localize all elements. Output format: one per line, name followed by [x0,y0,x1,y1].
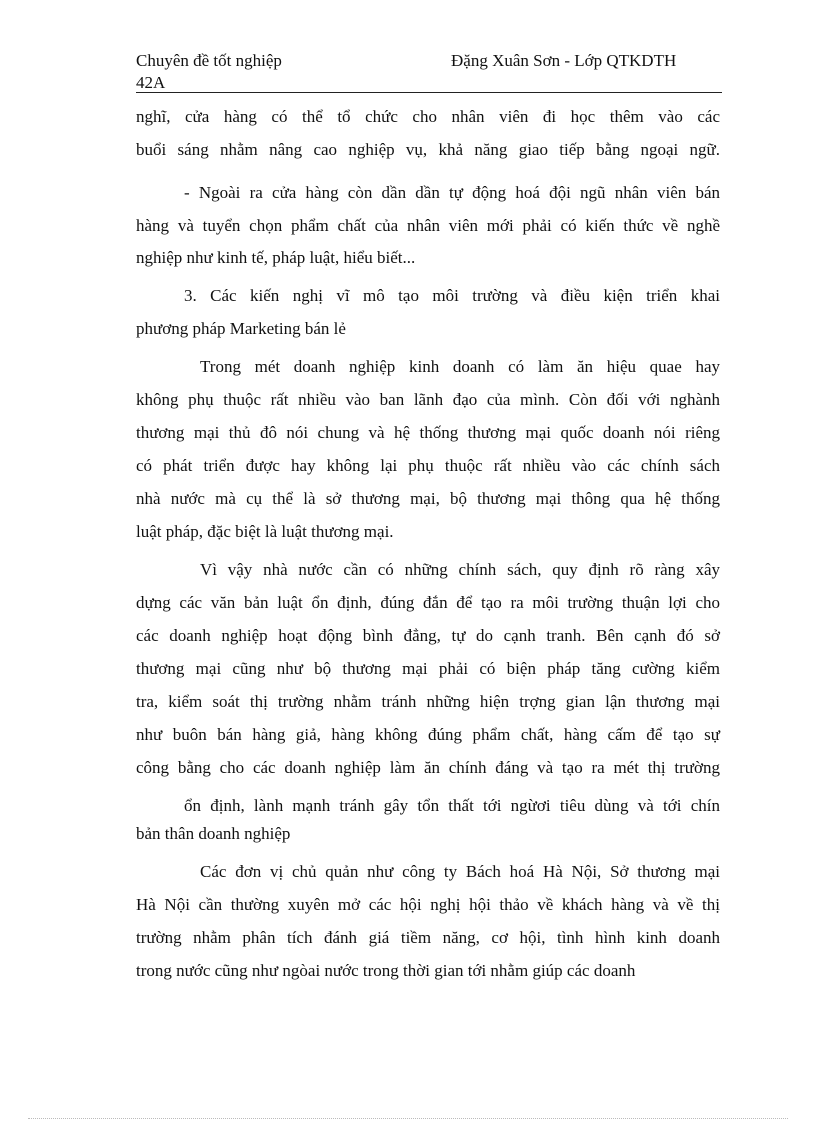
text-line: buổi sáng nhằm nâng cao nghiệp vụ, khả năng giao tiếp bằng ngoại ngữ. [136,140,720,159]
text-line: nghiệp như kinh tế, pháp luật, hiểu biết... [136,248,416,267]
text-line: tra, kiểm soát thị trường nhằm tránh những hiện trợng gian lận thương mại [136,692,720,711]
text-line: Vì vậy nhà nước cần có những chính sách, quy định rõ ràng xây [200,560,720,579]
text-line: Các đơn vị chủ quản như công ty Bách hoá Hà Nội, Sở thương mại [200,862,720,881]
header-left [136,50,282,94]
text-line: không phụ thuộc rất nhiều vào ban lãnh đạo của mình. Còn đối với nghành [136,390,720,409]
text-line: hàng và tuyển chọn phẩm chất của nhân viên mới phải có kiến thức về nghề [136,216,720,235]
text-line: như buôn bán hàng giả, hàng không đúng phẩm chất, hàng cấm để tạo sự [136,725,720,744]
text-line: bản thân doanh nghiệp [136,824,291,843]
text-line: nhà nước mà cụ thể là sở thương mại, bộ thương mại thông qua hệ thống [136,489,720,508]
text-line: có phát triển được hay không lại phụ thuộc rất nhiều vào các chính sách [136,456,720,475]
text-line: trường nhằm phân tích đánh giá tiềm năng, cơ hội, tình hình kinh doanh [136,928,720,947]
header-author: Đặng Xuân Sơn - Lớp QTKDTH [451,51,677,70]
header-course-title: Chuyên đề tốt nghiệp [136,51,282,70]
text-line: thương mại cũng như bộ thương mại phải có biện pháp tăng cường kiểm [136,659,720,678]
text-line: - Ngoài ra cửa hàng còn dần dần tự động hoá đội ngũ nhân viên bán [184,183,720,202]
text-line: luật pháp, đặc biệt là luật thương mại. [136,522,394,541]
text-line: thương mại thủ đô nói chung và hệ thống thương mại quốc doanh nói riêng [136,423,720,442]
text-line: dựng các văn bản luật ổn định, đúng đắn để tạo ra môi trường thuận lợi cho [136,593,720,612]
text-line: công bằng cho các doanh nghiệp làm ăn chính đáng và tạo ra mét thị trường [136,758,720,777]
text-line: Trong mét doanh nghiệp kinh doanh có làm ăn hiệu quae hay [200,357,720,376]
section-heading: phương pháp Marketing bán lẻ [136,319,346,338]
header-divider [136,92,722,93]
header-class-code: 42A [136,73,166,92]
text-line: trong nước cũng như ngòai nước trong thời gian tới nhằm giúp các doanh [136,961,636,980]
text-line: ổn định, lành mạnh tránh gây tổn thất tới ngừơi tiêu dùng và tới chín [184,796,720,815]
text-line: các doanh nghiệp hoạt động bình đẳng, tự do cạnh tranh. Bên cạnh đó sở [136,626,720,645]
page-bottom-edge [28,1118,788,1119]
text-line: Hà Nội cần thường xuyên mở các hội nghị hội thảo về khách hàng và về thị [136,895,720,914]
page-header [136,46,720,94]
text-line: nghĩ, cửa hàng có thể tổ chức cho nhân viên đi học thêm vào các [136,107,720,126]
section-heading: 3. Các kiến nghị vĩ mô tạo môi trường và điều kiện triển khai [184,286,720,305]
